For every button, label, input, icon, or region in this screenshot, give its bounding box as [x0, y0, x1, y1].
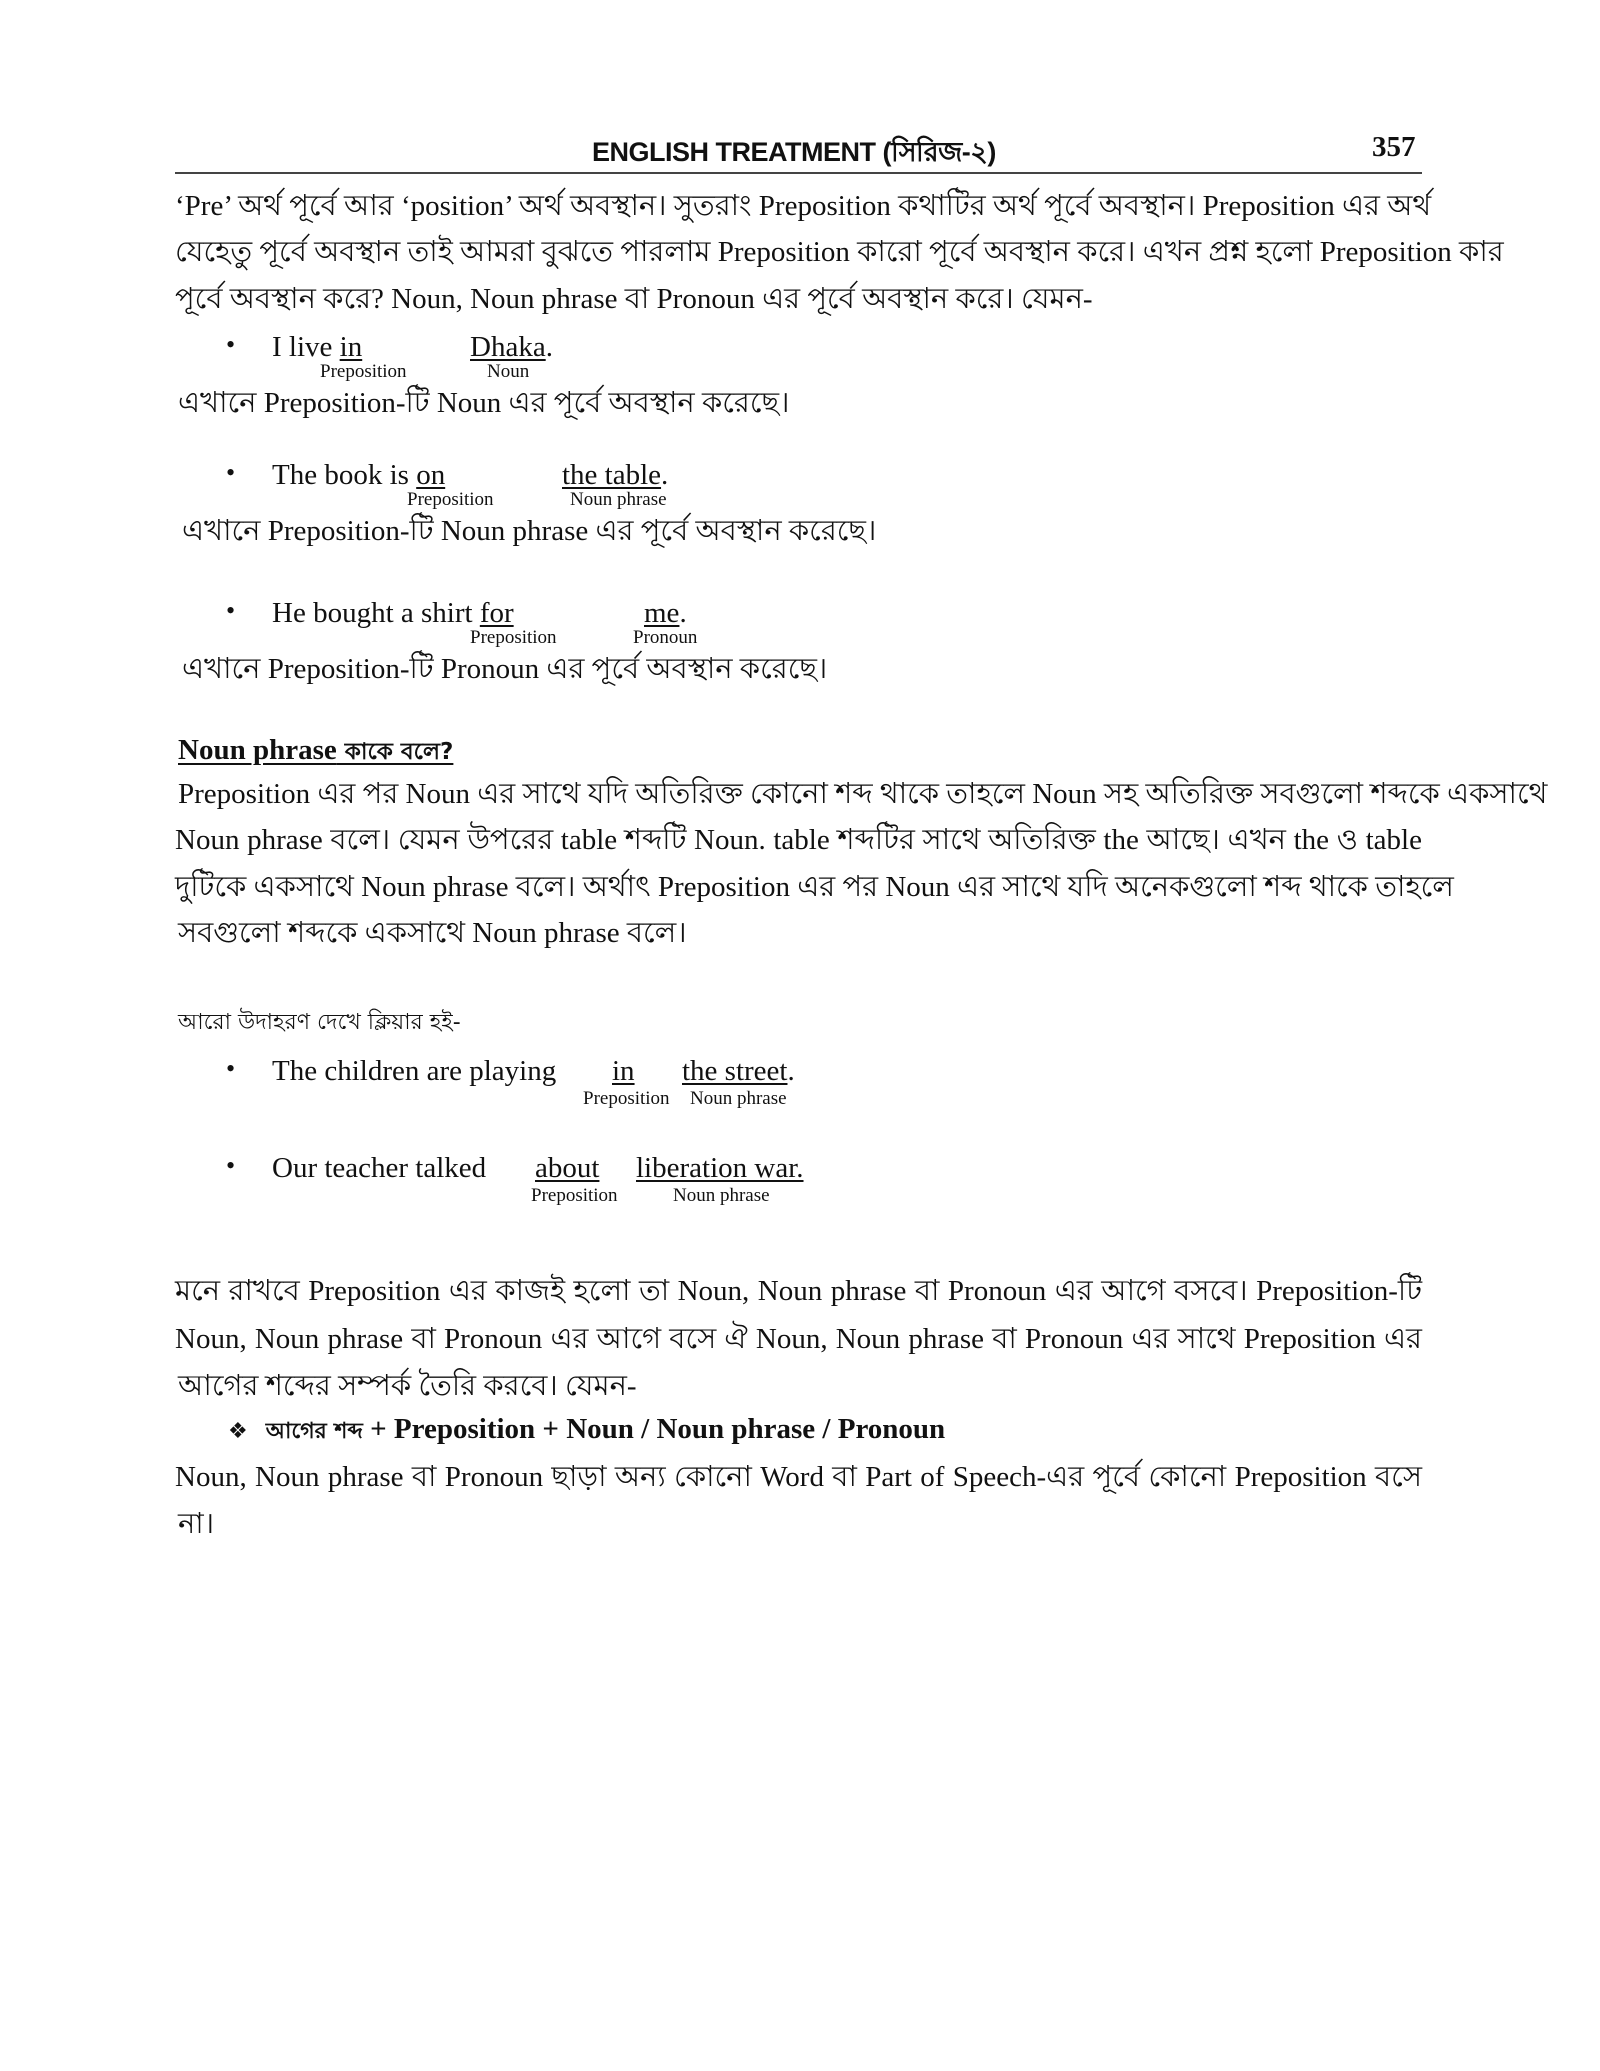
- heading-english: Noun phrase: [178, 734, 337, 766]
- closing-line-1: Noun, Noun phrase বা Pronoun ছাড়া অন্য কোনো Word বা Part of Speech-এর পূর্বে কোনো Preposition বসে: [175, 1461, 1422, 1493]
- preposition-label: Preposition: [531, 1185, 618, 1206]
- bullet-icon: •: [226, 1054, 236, 1083]
- example-lead: He bought a shirt: [272, 597, 480, 629]
- example-preposition: in: [339, 331, 363, 363]
- preposition-word: in: [612, 1055, 635, 1087]
- example-object-word: liberation war.: [636, 1152, 804, 1184]
- preposition-label: Preposition: [320, 361, 407, 382]
- definition-line-1: Preposition এর পর Noun এর সাথে যদি অতিরিক্ত কোনো শব্দ থাকে তাহলে Noun সহ অতিরিক্ত সবগুলো শব্দকে একসাথে: [178, 778, 1548, 810]
- definition-line-2: Noun phrase বলে। যেমন উপরের table শব্দটি Noun. table শব্দটির সাথে অতিরিক্ত the আছে। এখন the ও table: [175, 824, 1422, 856]
- example-sentence: The children are playing: [272, 1055, 557, 1087]
- example-end: .: [545, 331, 553, 363]
- rule-line-2: Noun, Noun phrase বা Pronoun এর আগে বসে ঐ Noun, Noun phrase বা Pronoun এর সাথে Preposition এর: [175, 1323, 1422, 1355]
- example-lead: The book is: [272, 459, 417, 491]
- example-object: [682, 1054, 795, 1088]
- example-object-word: the table: [562, 459, 662, 491]
- noun-phrase-label: Noun phrase: [673, 1185, 770, 1206]
- bullet-icon: •: [226, 596, 236, 625]
- example-preposition: on: [416, 459, 446, 491]
- example-object-word: Dhaka: [470, 331, 546, 363]
- rule-line-1: মনে রাখবে Preposition এর কাজই হলো তা Noun, Noun phrase বা Pronoun এর আগে বসবে। Preposition-টি: [175, 1275, 1422, 1307]
- preposition-label: Preposition: [407, 489, 494, 510]
- diamond-bullet-icon: ❖: [228, 1419, 248, 1444]
- heading-bengali: কাকে বলে?: [336, 739, 454, 765]
- rule-line-3: আগের শব্দের সম্পর্ক তৈরি করবে। যেমন-: [178, 1370, 637, 1402]
- example-explanation: এখানে Preposition-টি Noun phrase এর পূর্বে অবস্থান করেছে।: [182, 515, 877, 547]
- preposition-word: about: [535, 1152, 600, 1184]
- example-preposition: [535, 1151, 599, 1185]
- example-object-word: the street: [682, 1055, 788, 1087]
- running-header-title: ENGLISH TREATMENT (সিরিজ-২): [592, 137, 996, 167]
- noun-phrase-label: Noun phrase: [690, 1088, 787, 1109]
- example-preposition: for: [479, 597, 514, 629]
- section-heading: [178, 733, 453, 772]
- example-end: .: [679, 597, 687, 629]
- noun-phrase-label: Noun phrase: [570, 489, 667, 510]
- example-end: .: [661, 459, 669, 491]
- bullet-icon: •: [226, 1151, 236, 1180]
- more-examples-intro: আরো উদাহরণ দেখে ক্লিয়ার হই-: [178, 1010, 461, 1035]
- example-sentence: [272, 330, 362, 364]
- example-sentence: Our teacher talked: [272, 1152, 487, 1184]
- formula-bengali: আগের শব্দ: [265, 1419, 363, 1444]
- example-explanation: এখানে Preposition-টি Noun এর পূর্বে অবস্থান করেছে।: [178, 387, 790, 419]
- closing-line-2: না।: [178, 1508, 215, 1540]
- example-object: [470, 330, 553, 364]
- intro-line-1: ‘Pre’ অর্থ পূর্বে আর ‘position’ অর্থ অবস্থান। সুতরাং Preposition কথাটির অর্থ পূর্বে অবস্থান। Preposition এর অর্থ: [175, 190, 1432, 222]
- example-object-word: me: [644, 597, 680, 629]
- intro-line-3: পূর্বে অবস্থান করে? Noun, Noun phrase বা Pronoun এর পূর্বে অবস্থান করে। যেমন-: [175, 283, 1093, 315]
- page-number: 357: [1372, 131, 1416, 163]
- formula: [228, 1413, 945, 1451]
- noun-label: Noun: [487, 361, 530, 382]
- pronoun-label: Pronoun: [633, 627, 698, 648]
- intro-line-2: যেহেতু পূর্বে অবস্থান তাই আমরা বুঝতে পারলাম Preposition কারো পূর্বে অবস্থান করে। এখন প্রশ্ন হলো Preposition কার: [175, 236, 1504, 268]
- definition-line-4: সবগুলো শব্দকে একসাথে Noun phrase বলে।: [178, 917, 687, 949]
- example-object: [562, 458, 668, 492]
- example-explanation: এখানে Preposition-টি Pronoun এর পূর্বে অবস্থান করেছে।: [182, 653, 828, 685]
- example-lead: I live: [272, 331, 340, 363]
- definition-line-3: দুটিকে একসাথে Noun phrase বলে। অর্থাৎ Preposition এর পর Noun এর সাথে যদি অনেকগুলো শব্দ থাকে তাহলে: [175, 871, 1454, 903]
- example-end: .: [787, 1055, 795, 1087]
- formula-english: + Preposition + Noun / Noun phrase / Pronoun: [362, 1413, 946, 1445]
- example-sentence: [272, 458, 445, 492]
- bullet-icon: •: [226, 458, 236, 487]
- example-sentence: [272, 596, 514, 630]
- example-object: [644, 596, 687, 630]
- example-preposition: [612, 1054, 635, 1088]
- bullet-icon: •: [226, 330, 236, 359]
- example-object: [636, 1151, 804, 1185]
- preposition-label: Preposition: [583, 1088, 670, 1109]
- header-rule: [175, 172, 1422, 174]
- preposition-label: Preposition: [470, 627, 557, 648]
